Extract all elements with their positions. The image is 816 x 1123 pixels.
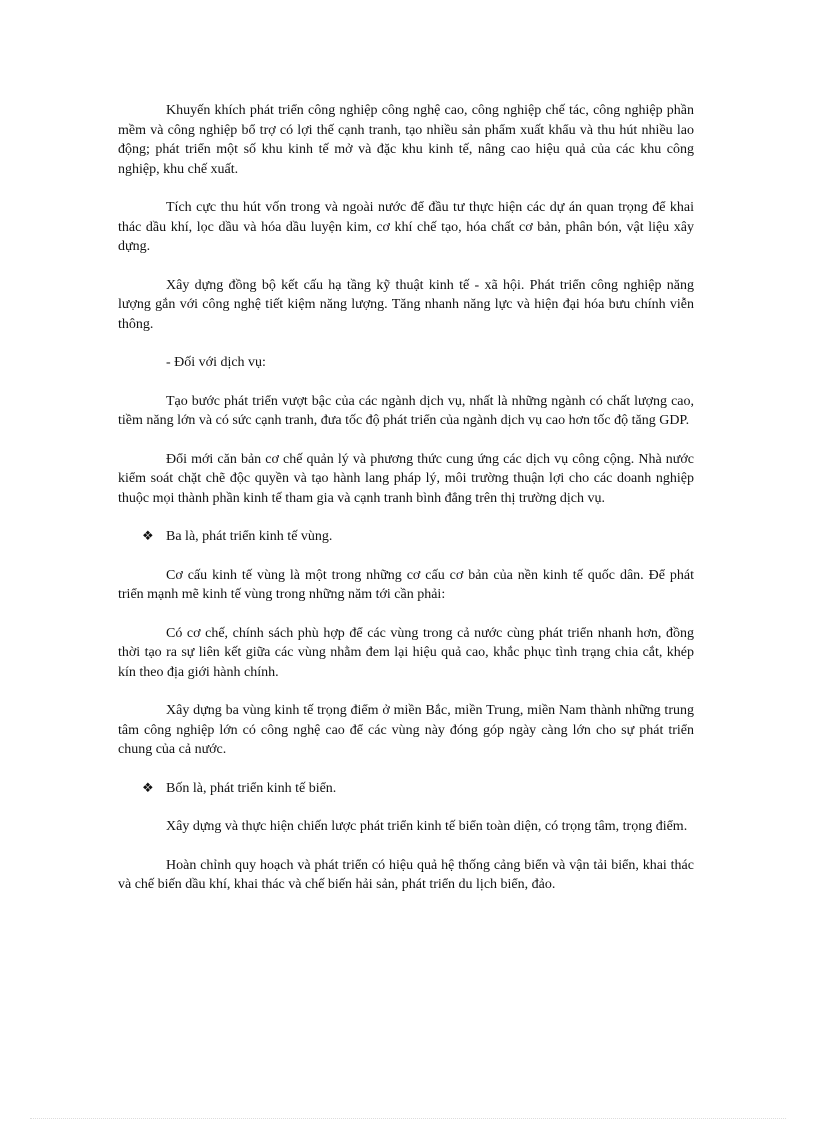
bullet-heading-text: Bốn là, phát triển kinh tế biển. [166, 780, 337, 796]
paragraph-services-growth: Tạo bước phát triển vượt bậc của các ngành dịch vụ, nhất là những ngành có chất lượng cao, tiềm năng lớn và có sức cạnh tranh, đưa tốc độ phát triển của ngành dịch vụ cao hơn tốc độ tăng GDP. [118, 393, 694, 428]
bullet-heading-marine-economy [118, 779, 694, 799]
four-diamond-bullet-icon: ❖ [142, 529, 154, 544]
subheading-services: - Đối với dịch vụ: [166, 355, 266, 370]
bullet-heading-text: Ba là, phát triển kinh tế vùng. [166, 529, 333, 544]
paragraph-industry-high-tech: Khuyến khích phát triển công nghiệp công nghệ cao, công nghiệp chế tác, công nghiệp phần mềm và công nghiệp bổ trợ có lợi thế cạnh tranh, tạo nhiều sản phẩm xuất khẩu và thu hút nhiều lao động; phát triển một số khu kinh tế mở và đặc khu kinh tế, nâng cao hiệu quả của các khu công nghiệp, khu chế xuất. [118, 103, 694, 177]
paragraph-investment-capital: Tích cực thu hút vốn trong và ngoài nước để đầu tư thực hiện các dự án quan trọng để khai thác dầu khí, lọc dầu và hóa dầu luyện kim, cơ khí chế tạo, hóa chất cơ bản, phân bón, vật liệu xây dựng. [118, 200, 694, 254]
paragraph-public-services: Đổi mới căn bản cơ chế quản lý và phương thức cung ứng các dịch vụ công cộng. Nhà nước kiểm soát chặt chẽ độc quyền và tạo hành lang pháp lý, môi trường thuận lợi cho các doanh nghiệp thuộc mọi thành phần kinh tế tham gia và cạnh tranh bình đẳng trên thị trường dịch vụ. [118, 451, 694, 506]
page-bottom-divider [30, 1118, 786, 1119]
paragraph-regional-policy: Có cơ chế, chính sách phù hợp để các vùng trong cả nước cùng phát triển nhanh hơn, đồng thời tạo ra sự liên kết giữa các vùng nhằm đem lại hiệu quả cao, khắc phục tình trạng chia cắt, khép kín theo địa giới hành chính. [118, 625, 694, 680]
four-diamond-bullet-icon: ❖ [142, 780, 154, 796]
paragraph-key-economic-zones: Xây dựng ba vùng kinh tế trọng điểm ở miền Bắc, miền Trung, miền Nam thành những trung tâm công nghiệp lớn có công nghệ cao để các vùng này đóng góp ngày càng lớn cho sự phát triển chung của cả nước. [118, 703, 694, 757]
bullet-heading-regional-economy [118, 527, 694, 547]
paragraph-infrastructure: Xây dựng đồng bộ kết cấu hạ tầng kỹ thuật kinh tế - xã hội. Phát triển công nghiệp năng lượng gắn với công nghệ tiết kiệm năng lượng. Tăng nhanh năng lực và hiện đại hóa bưu chính viễn thông. [118, 277, 694, 332]
paragraph-seaport-planning: Hoàn chỉnh quy hoạch và phát triển có hiệu quả hệ thống cảng biển và vận tải biển, khai thác và chế biến dầu khí, khai thác và chế biến hải sản, phát triển du lịch biển, đảo. [118, 857, 694, 892]
paragraph-regional-structure: Cơ cấu kinh tế vùng là một trong những cơ cấu cơ bản của nền kinh tế quốc dân. Để phát triển mạnh mẽ kinh tế vùng trong những năm tới cần phải: [118, 567, 694, 602]
paragraph-marine-strategy: Xây dựng và thực hiện chiến lược phát triển kinh tế biển toàn diện, có trọng tâm, trọng điểm. [166, 819, 688, 834]
document-body [118, 101, 694, 914]
